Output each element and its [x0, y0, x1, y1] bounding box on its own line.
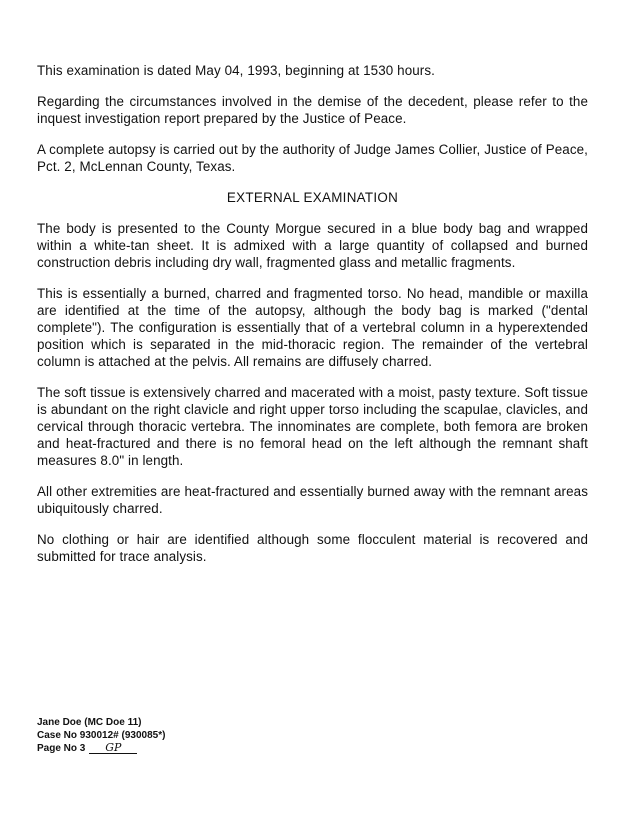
section-heading: EXTERNAL EXAMINATION	[226, 190, 399, 205]
footer-page-line	[37, 742, 165, 755]
paragraph-clothing: No clothing or hair are identified although some flocculent material is recovered and submitted for trace analysis.	[37, 532, 588, 564]
handwritten-initials: GP	[89, 743, 137, 754]
footer-case-name: Jane Doe (MC Doe 11)	[37, 717, 142, 728]
document-body	[37, 62, 588, 579]
paragraph-exam-date: This examination is dated May 04, 1993, beginning at 1530 hours.	[37, 63, 435, 78]
page-footer	[37, 716, 165, 755]
footer-case-number: Case No 930012# (930085*)	[37, 730, 166, 741]
paragraph-extremities: All other extremities are heat-fractured and essentially burned away with the remnant areas ubiquitously charred.	[37, 484, 588, 516]
paragraph-body-presented: The body is presented to the County Morgue secured in a blue body bag and wrapped within a white-tan sheet. It is admixed with a large quantity of collapsed and burned construction debris including dry wall, fragmented glass and metallic fragments.	[37, 221, 588, 270]
paragraph-torso: This is essentially a burned, charred and fragmented torso. No head, mandible or maxilla are identified at the time of the autopsy, although the body bag is marked ("dental complete"). The configuration is essentially that of a vertebral column in a hyperextended position which is separated in the mid-thoracic region. The remainder of the vertebral column is attached at the pelvis. All remains are diffusely charred.	[37, 286, 588, 369]
paragraph-soft-tissue: The soft tissue is extensively charred and macerated with a moist, pasty texture. Soft tissue is abundant on the right clavicle and right upper torso including the scapulae, clavicles, and cervical through thoracic vertebra. The innominates are complete, both femora are broken and heat-fractured and there is no femoral head on the left although the remnant shaft measures 8.0" in length.	[37, 385, 588, 468]
paragraph-circumstances: Regarding the circumstances involved in the demise of the decedent, please refer to the inquest investigation report prepared by the Justice of Peace.	[37, 94, 588, 126]
paragraph-authority: A complete autopsy is carried out by the authority of Judge James Collier, Justice of Peace, Pct. 2, McLennan County, Texas.	[37, 142, 588, 174]
footer-page-number: Page No 3	[37, 743, 86, 754]
